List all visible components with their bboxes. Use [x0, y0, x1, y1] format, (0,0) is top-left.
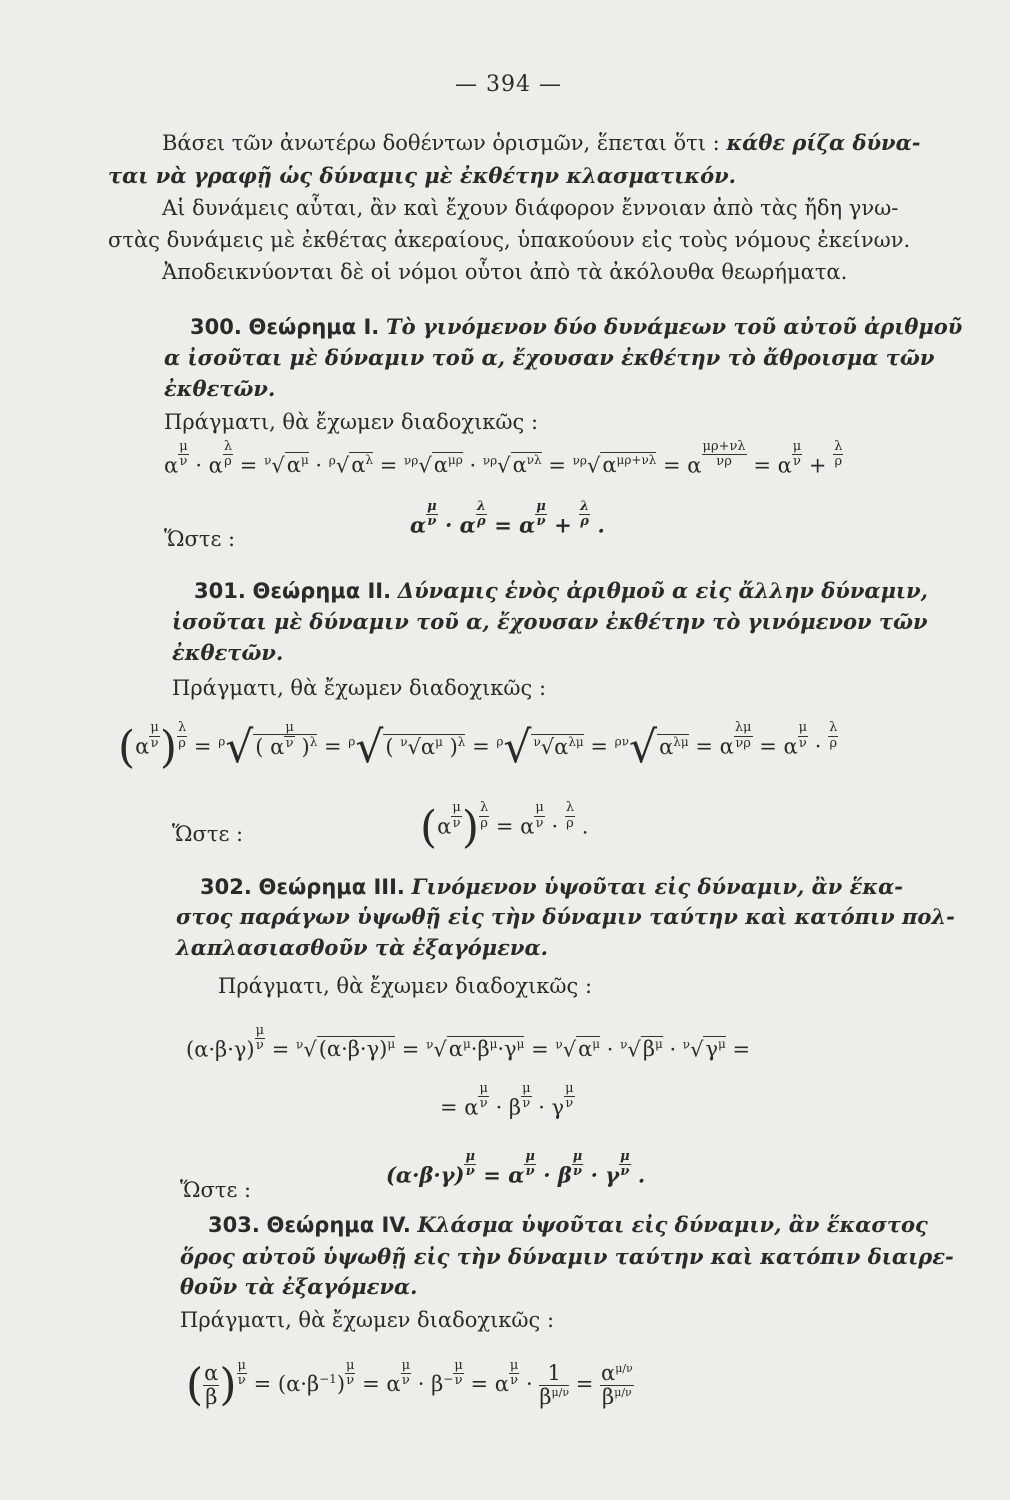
- theorem-301-label: Θεώρημα II.: [252, 579, 392, 603]
- theorem-302-heading: [200, 874, 903, 899]
- intro-line-5: Ἀποδεικνύονται δὲ οἱ νόμοι οὗτοι ἀπὸ τὰ ἀκόλουθα θεωρήματα.: [162, 260, 848, 284]
- theorem-300-statement-3: ἐκθετῶν.: [164, 376, 276, 401]
- theorem-300-proof-intro: Πράγματι, θὰ ἔχωμεν διαδοχικῶς :: [164, 410, 539, 434]
- theorem-301-statement-2: ἰσοῦται μὲ δύναμιν τοῦ α, ἔχουσαν ἐκθέτην τὸ γινόμενον τῶν: [172, 609, 928, 634]
- intro-text-1: Βάσει τῶν ἀνωτέρω δοθέντων ὁρισμῶν, ἕπεται ὅτι :: [162, 131, 720, 155]
- theorem-302-label: Θεώρημα III.: [258, 875, 405, 899]
- theorem-301-hence: Ὥστε :: [172, 822, 244, 846]
- theorem-300-hence: Ὥστε :: [164, 527, 236, 551]
- theorem-303-label: Θεώρημα IV.: [266, 1213, 411, 1237]
- intro-line-3: Αἱ δυνάμεις αὗται, ἂν καὶ ἔχουν διάφορον ἔννοιαν ἀπὸ τὰς ἤδη γνω-: [162, 196, 899, 220]
- theorem-301-derivation: (α $\frac{\mu}{\nu}$ ) $\frac{\lambda}{\rho}$ = $^\rho$√( α $\frac{\mu}{\nu}$ )$^\lambda$ = $^\rho$√( $^\nu√\alpha^\mu$ )$^\lambda$ = $^\rho$√ $^\nu√\alpha^{\lambda\mu} = ^{\rho\nu}√\alpha^{\lambda\mu} = \alpha$ $\frac{\lambda\mu}{\nu\rho}$ = α $\frac{\mu}{\nu}$ · $\frac{\lambda}{\rho}$: [118, 720, 838, 773]
- intro-emph-1: κάθε ρίζα δύνα-: [726, 130, 921, 155]
- theorem-302-result: (α·β·γ) $\frac{\mu}{\nu}$ = α $\frac{\mu}{\nu}$ · β $\frac{\mu}{\nu}$ · γ $\frac{\mu}{\nu}$ .: [386, 1149, 646, 1188]
- theorem-301-result: (α $\frac{\mu}{\nu}$ ) $\frac{\lambda}{\rho}$ = α $\frac{\mu}{\nu}$ · $\frac{\lambda}{\rho}$ .: [420, 800, 589, 853]
- theorem-303-proof-intro: Πράγματι, θὰ ἔχωμεν διαδοχικῶς :: [180, 1308, 555, 1332]
- theorem-303-number: 303.: [208, 1213, 260, 1237]
- intro-line-2: ται νὰ γραφῇ ὡς δύναμις μὲ ἐκθέτην κλασματικόν.: [108, 163, 736, 188]
- theorem-301-statement-3: ἐκθετῶν.: [172, 640, 284, 665]
- theorem-302-derivation: (α·β·γ) $\frac{\mu}{\nu}$ = $^\nu√(\alpha\cdot\beta\cdot\gamma)^\mu = ^\nu√\alpha^\mu\cdot\beta^\mu\cdot\gamma^\mu = ^\nu√\alpha^\mu \cdot ^\nu√\beta^\mu \cdot ^\nu√\gamma^\mu$ =: [186, 1023, 751, 1062]
- theorem-303-statement-3: θοῦν τὰ ἐξαγόμενα.: [180, 1274, 418, 1299]
- theorem-303-statement-1: Κλάσμα ὑψοῦται εἰς δύναμιν, ἂν ἕκαστος: [417, 1212, 928, 1237]
- theorem-302-hence: Ὥστε :: [180, 1178, 252, 1202]
- theorem-302-statement-1: Γινόμενον ὑψοῦται εἰς δύναμιν, ἂν ἕκα-: [411, 874, 904, 899]
- theorem-300-statement-2: α ἰσοῦται μὲ δύναμιν τοῦ α, ἔχουσαν ἐκθέτην τὸ ἄθροισμα τῶν: [164, 345, 935, 370]
- theorem-300-label: Θεώρημα I.: [248, 315, 380, 339]
- page-number: — 394 —: [455, 72, 562, 97]
- theorem-302-derivation-2: = α $\frac{\mu}{\nu}$ · β $\frac{\mu}{\nu}$ · γ $\frac{\mu}{\nu}$: [440, 1081, 574, 1120]
- intro-line-1: [162, 130, 920, 155]
- theorem-303-statement-2: ὅρος αὐτοῦ ὑψωθῇ εἰς τὴν δύναμιν ταύτην καὶ κατόπιν διαιρε-: [180, 1244, 954, 1269]
- theorem-300-derivation: α $\frac{\mu}{\nu}$ · α $\frac{\lambda}{\rho}$ = $^\nu√\alpha^\mu \cdot ^\rho√\alpha^\lambda = ^{\nu\rho}√\alpha^{\mu\rho} \cdot ^{\nu\rho}√\alpha^{\nu\lambda} = ^{\nu\rho}√\alpha^{\mu\rho+\nu\lambda} = \alpha$ $\frac{\mu\rho+\nu\lambda}{\nu\rho}$ = α $\frac{\mu}{\nu}$ + $\frac{\lambda}{\rho}$: [164, 439, 843, 478]
- theorem-302-statement-3: λαπλασιασθοῦν τὰ ἐξαγόμενα.: [176, 935, 548, 960]
- theorem-300-statement-1: Τὸ γινόμενον δύο δυνάμεων τοῦ αὐτοῦ ἀριθμοῦ: [385, 314, 963, 339]
- theorem-300-number: 300.: [190, 315, 242, 339]
- theorem-302-number: 302.: [200, 875, 252, 899]
- theorem-300-heading: [190, 314, 962, 339]
- theorem-302-statement-2: στος παράγων ὑψωθῇ εἰς τὴν δύναμιν ταύτην καὶ κατόπιν πολ-: [176, 904, 955, 929]
- theorem-301-number: 301.: [194, 579, 246, 603]
- theorem-303-heading: [208, 1212, 928, 1237]
- theorem-300-result: α $\frac{\mu}{\nu}$ · α $\frac{\lambda}{\rho}$ = α $\frac{\mu}{\nu}$ + $\frac{\lambda}{\rho}$ .: [410, 499, 605, 538]
- theorem-302-proof-intro: Πράγματι, θὰ ἔχωμεν διαδοχικῶς :: [218, 974, 593, 998]
- theorem-301-proof-intro: Πράγματι, θὰ ἔχωμεν διαδοχικῶς :: [172, 676, 547, 700]
- intro-line-4: στὰς δυνάμεις μὲ ἐκθέτας ἀκεραίους, ὑπακούουν εἰς τοὺς νόμους ἐκείνων.: [108, 228, 911, 252]
- theorem-303-derivation: ( $\frac{\alpha}{\beta}$ ) $\frac{\mu}{\nu}$ = $(\alpha\cdot\beta^{-1})$ $\frac{\mu}{\nu}$ = α $\frac{\mu}{\nu}$ · β− $\frac{\mu}{\nu}$ = α $\frac{\mu}{\nu}$ · $\frac{1}{\beta^{\mu/\nu}}$ = $\frac{\alpha^{\mu/\nu}}{\beta^{\mu/\nu}}$: [186, 1357, 633, 1411]
- theorem-301-heading: [194, 578, 928, 603]
- theorem-301-statement-1: Δύναμις ἑνὸς ἀριθμοῦ α εἰς ἄλλην δύναμιν,: [397, 578, 928, 603]
